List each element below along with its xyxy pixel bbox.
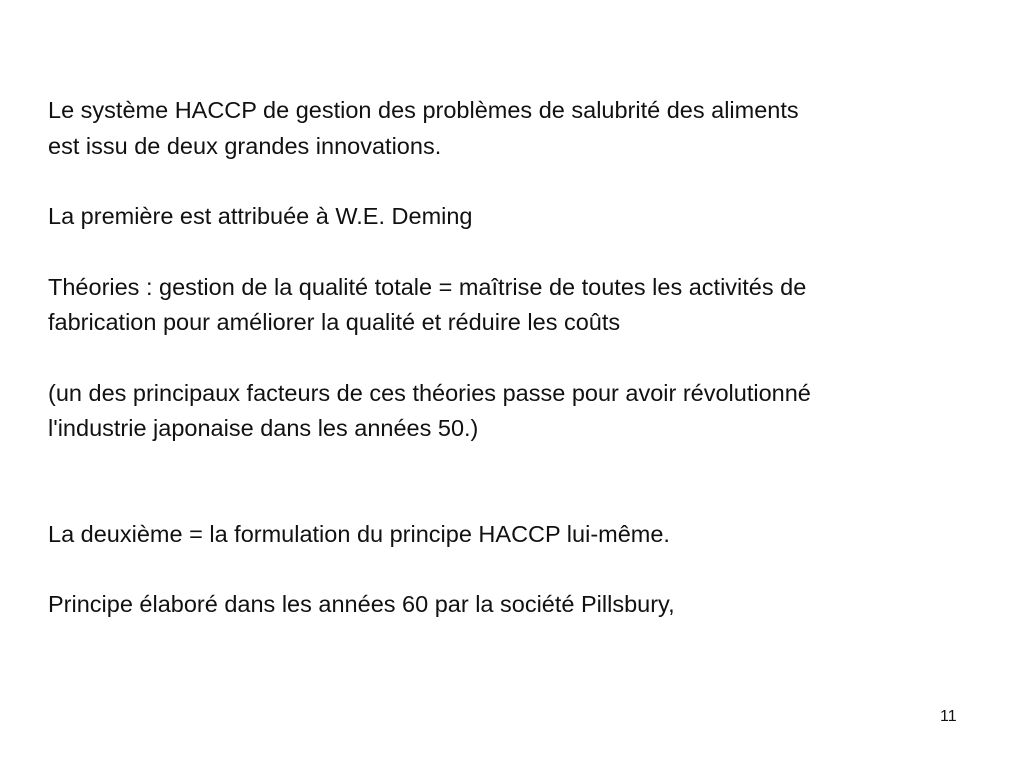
slide-body (48, 93, 998, 623)
text-line: (un des principaux facteurs de ces théories passe pour avoir révolutionné (48, 379, 811, 406)
text-line: l'industrie japonaise dans les années 50.) (48, 415, 479, 441)
paragraph-spacer (48, 447, 998, 517)
text-line: fabrication pour améliorer la qualité et réduire les coûts (48, 309, 621, 335)
text-line: Principe élaboré dans les années 60 par la société Pillsbury, (48, 591, 675, 617)
paragraph-spacer (48, 164, 998, 199)
paragraph-spacer (48, 552, 998, 587)
text-line: est issu de deux grandes innovations. (48, 132, 442, 159)
text-line: Théories : gestion de la qualité totale = maîtrise de toutes les activités de (48, 273, 807, 300)
text-line: La deuxième = la formulation du principe HACCP lui-même. (48, 520, 670, 547)
paragraph-spacer (48, 235, 998, 270)
paragraph-spacer (48, 341, 998, 376)
text-line: La première est attribuée à W.E. Deming (48, 203, 473, 229)
page-number: 11 (940, 708, 957, 725)
text-line: Le système HACCP de gestion des problèmes de salubrité des aliments (48, 97, 799, 123)
